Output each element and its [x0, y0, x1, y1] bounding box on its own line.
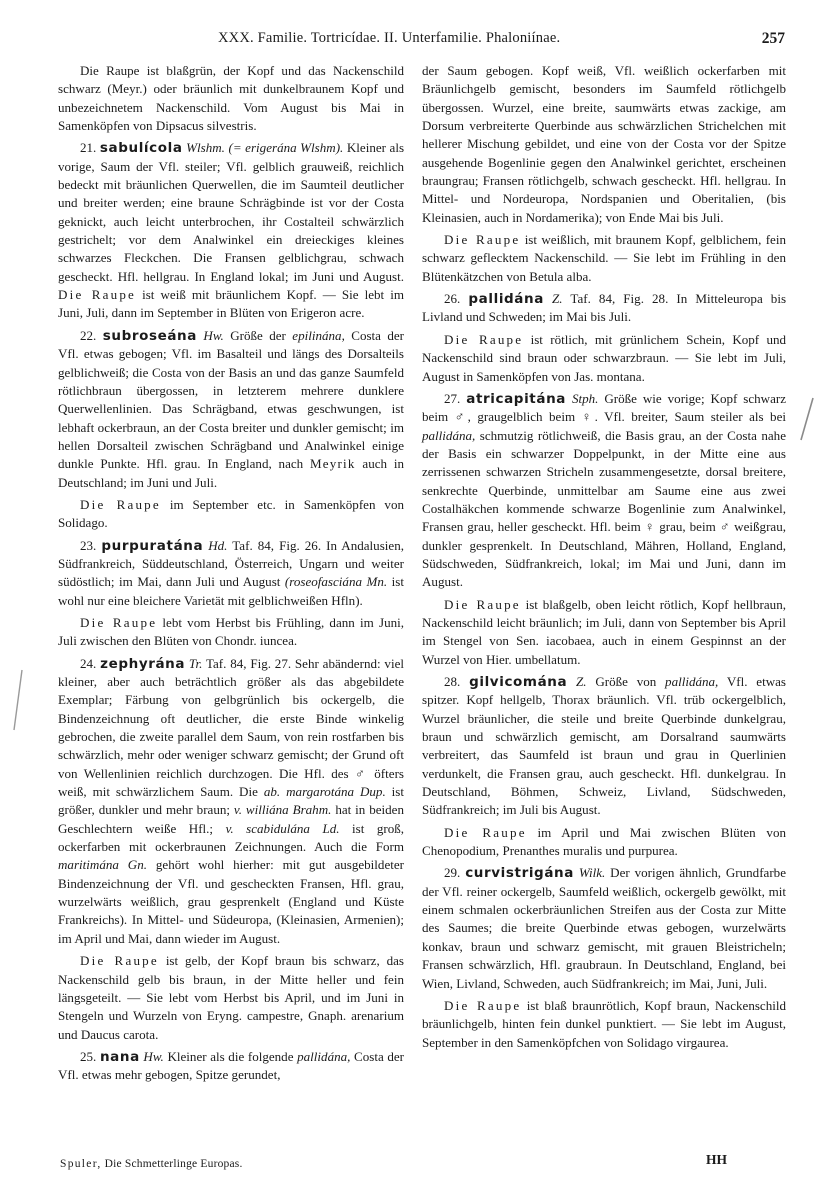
- raupe-text: im April und Mai zwischen Blüten von Chenopodium, Prenanthes muralis und purpurea.: [422, 824, 787, 859]
- species-number: 24.: [80, 655, 97, 671]
- description-text: ist größer, dunkler und mehr braun;: [58, 784, 404, 818]
- species-number: 25.: [80, 1048, 97, 1064]
- description-text: Costa der Vfl. etwas gebogen; Vfl. im Basalteil und längs des Dorsalteils gelblichweiß; die Costa von der Basis an und das ganze Saumfeld rötlichbraun übergossen, in letzterem mehrere dunklere Querwellenlinien. Das Schrägband, etwas geschwungen, ist lebhaft ockerbraun, an der Costa breiter und dunkler gemischt; im hellen Dorsalteil zwischen Schrägband und Analwinkel einige dunkle Punkte. Hfl. grau. In England, nach: [58, 327, 405, 472]
- description-text: Taf. 84, Fig. 26. In Andalusien, Südfrankreich, Süddeutschland, Österreich, Ungarn und weiter südöstlich; im Mai, dann Juli und August: [58, 537, 404, 590]
- species-author: Hw.: [203, 327, 224, 343]
- species-number: 23.: [80, 537, 97, 553]
- paragraph-raupe-intro: [58, 62, 404, 135]
- left-column: [58, 62, 404, 1089]
- species-entry-25: [58, 1048, 404, 1085]
- header-title: XXX. Familie. Tortricídae. II. Unterfamilie. Phaloniínae.: [218, 30, 561, 46]
- species-name: purpuratána: [101, 537, 204, 554]
- raupe-text: lebt vom Herbst bis Frühling, dann im Juni, Juli zwischen den Blüten von Chondr. iuncea.: [58, 614, 405, 649]
- species-reference: pallidána,: [422, 427, 476, 443]
- species-reference: pallidána,: [665, 674, 719, 689]
- species-name: curvistrigána: [465, 865, 574, 882]
- description-text: ist wohl nur eine bleichere Varietät mit gelblichweißen Hfln).: [58, 574, 404, 608]
- species-name: atricapitána: [466, 390, 566, 407]
- raupe-text: ist blaß braunrötlich, Kopf braun, Nackenschild bräunlichgelb, hinten fein dunkel punktiert. — Sie lebt im August, September in den Samenköpfchen von Solidago virgaurea.: [422, 997, 787, 1050]
- page-number: 257: [761, 30, 785, 47]
- footer-citation: [60, 1158, 243, 1170]
- description-text: auch in Deutschland; im Juni und Juli.: [58, 456, 405, 490]
- species-name: pallidána: [468, 291, 544, 308]
- description-text: hat in beiden Geschlechtern weiße Hfl.;: [58, 802, 405, 836]
- raupe-paragraph-29: [422, 997, 786, 1052]
- paragraph-continued: [422, 62, 786, 227]
- species-name: gilvicomána: [469, 674, 568, 690]
- species-author: Wilk.: [578, 865, 606, 881]
- species-number: 27.: [444, 390, 461, 406]
- raupe-label: Die Raupe: [80, 953, 159, 969]
- raupe-text: ist blaßgelb, oben leicht rötlich, Kopf hellbraun, Nackenschild leicht bräunlich; im Juli, dann von September bis April im Stengel von Sen. iacobaea, auch in einem Gespinnst an der Wurzel von Hier. umbellatum.: [422, 596, 786, 667]
- description-text: Vfl. etwas spitzer. Kopf hellgelb, Thorax bräunlich. Vfl. trüb ockergelblich, Wurzel bräunlicher, die steile und breite Querbinde dunkelgrau, braun und schwärzlich gemischt, am Dorsalrand saumwärts verbreitert, das Saumfeld ist braun und grau in Querlinien verdunkelt, die Fransen grau, auch gescheckt. Hfl. dunkelgrau. In Deutschland, Böhmen, Schweiz, Livland, Südschweden, Südfrankreich; im Juli bis August.: [422, 674, 787, 818]
- species-author: Z.: [576, 674, 587, 689]
- species-author: Hd.: [208, 537, 228, 553]
- synonym: (= erigerána Wlshm).: [228, 140, 344, 156]
- raupe-label: Die Raupe: [444, 824, 527, 840]
- paragraph-text: der Saum gebogen. Kopf weiß, Vfl. weißlich ockerfarben mit Bräunlichgelb gemischt, besonders im Saumfeld rötlichgelb übergossen. Wurzel, eine breite, saumwärts etwas zackige, am Dorsum verbreiterte Querbinde aus schwärzlichen Strichelchen mit hellerer Mischung gebildet, und eine von der Costa vor der Spitze ausgehende Bogenlinie gegen den Analwinkel gerichtet, erscheinen braungrau; Fransen rötlichgelb, schwach gescheckt. Hfl. hellgrau. In Mittel- und Nordeuropa, Nordspanien und Oberitalien, (bis Kleinasien, auch in Nordamerika); von Ende Mai bis Juli.: [422, 63, 786, 225]
- raupe-paragraph-28: [422, 824, 786, 861]
- raupe-label: Die Raupe: [444, 596, 521, 612]
- variety-name: v. williána Brahm.: [233, 802, 332, 818]
- raupe-paragraph-24: [58, 952, 404, 1044]
- raupe-paragraph-22: [58, 496, 404, 533]
- description-text: Der vorigen ähnlich, Grundfarbe der Vfl. reiner ockergelb, Saumfeld weißlich, ockergelb gewölkt, mit einem schmalen ockerbräunlichen Streifen aus der Costa zur Mitte des Saumes; die breite Querbinde etwas gebogen, wurzelwärts konkav, braun und schwarz gemischt, mit grauen Bleistricheln; Fransen schwärzlich, Hfl. graubraun. In Deutschland, England, bei Wien, Livland, Schweden, auch Südfrankreich; im Mai, Juni, Juli.: [422, 865, 786, 991]
- raupe-label: Die Raupe: [444, 997, 522, 1013]
- description-text: Größe wie vorige; Kopf schwarz beim ♂, graugelblich beim ♀. Vfl. breiter, Saum steiler als bei: [422, 390, 787, 425]
- author-name-spaced: Meyrik: [310, 456, 356, 472]
- species-number: 22.: [80, 327, 97, 343]
- species-author: Tr.: [188, 655, 203, 671]
- species-entry-22: [58, 327, 404, 492]
- species-number: 28.: [444, 674, 461, 689]
- species-name: sabulícola: [99, 140, 183, 157]
- species-name: zephyrána: [100, 655, 186, 672]
- raupe-paragraph-26: [422, 331, 786, 386]
- raupe-text: ist rötlich, mit grünlichem Schein, Kopf und Nackenschild sind braun oder schwarzbraun. — Sie lebt im Juli, August in Samenköpfen von Jas. montana.: [422, 331, 787, 384]
- footer-book-title: Die Schmetterlinge Europas.: [104, 1158, 243, 1170]
- raupe-text: im September etc. in Samenköpfen von Solidago.: [58, 496, 404, 531]
- variety-name: v. scabidulána Ld.: [225, 820, 340, 836]
- raupe-paragraph-27: [422, 596, 786, 669]
- description-text: Größe der: [230, 327, 286, 343]
- form-name: maritimána Gn.: [58, 857, 147, 873]
- species-number: 21.: [80, 140, 97, 156]
- species-entry-27: [422, 390, 786, 592]
- species-entry-24: [58, 655, 404, 949]
- signature-mark: HH: [706, 1152, 728, 1167]
- species-reference: epilinána,: [292, 327, 345, 343]
- description-text: Kleiner als vorige, Saum der Vfl. steiler; Vfl. gelblich grauweiß, reichlich bedeckt mit bräunlichen Querwellen, die im Saumteil deutlicher und breiter werden; eine braune Schrägbinde ist vor der Costa geknickt, auch leicht unterbrochen, ihr Costalteil schwärzlich gestrichelt; vor dem Analwinkel ein dreieckiges kleines schwarzes Fleckchen. Die Fransen gelblichgrau, schwach gescheckt. Hfl. hellgrau. In England lokal; im Juni und August.: [58, 140, 405, 284]
- raupe-label: Die Raupe: [58, 287, 137, 303]
- description-text: Costa der Vfl. etwas mehr gebogen, Spitze gerundet,: [58, 1048, 405, 1083]
- paragraph-text: Die Raupe ist blaßgrün, der Kopf und das Nackenschild schwarz (Meyr.) oder bräunlich mit dunkelbraunem Kopf und unbezeichnetem Nackenschild. Vom August bis Mai in Samenköpfen von Dipsacus silvestris.: [58, 63, 404, 134]
- description-text: Taf. 84, Fig. 27. Sehr abändernd: viel kleiner, aber auch beträchtlich größer als das abgebildete Exemplar; Färbung von gelbgrünlich bis ockergelb, die Bindenzeichnung oft deutlicher, die erste Binde winkelig gebrochen, die zweite parallel dem Saum, von rein rostfarben bis schwärzlich, mehr oder weniger schwarz gemischt; der Grund oft von Wellenlinien reichlich durchzogen. Die Hfl. des ♂ öfters weiß, mit schwärzlichem Saum. Die: [58, 655, 404, 800]
- raupe-label: Die Raupe: [80, 496, 161, 512]
- raupe-label: Die Raupe: [444, 232, 521, 248]
- aberration-name: ab. margarotána Dup.: [263, 784, 386, 800]
- species-entry-29: [422, 864, 786, 992]
- species-author: Hw.: [143, 1048, 164, 1064]
- species-name: subroseána: [102, 327, 197, 344]
- raupe-paragraph-23: [58, 614, 404, 651]
- species-entry-28: [422, 673, 786, 820]
- description-text: Taf. 84, Fig. 28. In Mitteleuropa bis Livland und Schweden; im Mai bis Juli.: [422, 291, 787, 325]
- running-header: [60, 30, 785, 54]
- species-name: nana: [99, 1048, 140, 1065]
- footer-author: Spuler,: [60, 1158, 102, 1170]
- description-text: Größe von: [595, 674, 657, 689]
- description-text: schmutzig rötlichweiß, die Basis grau, an der Costa nahe der Basis ein schwarzer Doppelpunkt, in der Mitte eine aus zerrissenen schwarzen Stricheln zusammengesetzte, dorsal breitere, senkrechte Querbinde, unmittelbar am Saume eine aus zwei Costalhäkchen kommende schwarze Bogenlinie zum Analwinkel, Fransen grau, heller gescheckt. Hfl. beim ♀ grau, beim ♂ weißgrau, dunkler gesprenkelt. In Deutschland, Mähren, Holland, England, Südschweden, Südfrankreich, lokal; im Mai und Juni, dann im August.: [422, 427, 786, 590]
- species-number: 26.: [444, 291, 461, 307]
- raupe-text: ist weißlich, mit braunem Kopf, gelblichem, fein schwarz geflecktem Nackenschild. — Sie lebt im Frühling in den Blütenkätzchen von Betula alba.: [422, 232, 786, 284]
- pencil-mark-icon: [0, 660, 40, 740]
- species-entry-26: [422, 290, 786, 327]
- description-text: ist groß, ockerfarben mit ockerbraunen Zeichnungen. Auch die Form: [58, 820, 405, 855]
- species-reference: pallidána,: [297, 1048, 351, 1064]
- synonym: (roseofasciána Mn.: [284, 574, 388, 590]
- description-text: gehört wohl hierher: mit gut ausgebildeter Bindenzeichnung der Vfl. und gescheckten Fransen, Hfl. grau, wurzelwärts weißlich, grau gesprenkelt (England und Küste Frankreichs). In Mittel- und Südeuropa, (Kleinasien, Armenien); im April und Mai, dann wieder im August.: [58, 857, 404, 946]
- species-author: Z.: [552, 291, 563, 307]
- raupe-label: Die Raupe: [80, 614, 158, 630]
- right-column: [422, 62, 786, 1056]
- species-number: 29.: [444, 865, 461, 881]
- raupe-paragraph-25: [422, 231, 786, 286]
- raupe-text: ist weiß mit bräunlichem Kopf. — Sie lebt im Juni, Juli, dann im September in Blüten von Erigeron acre.: [58, 287, 404, 321]
- species-entry-23: [58, 537, 404, 610]
- species-author: Stph.: [571, 390, 599, 406]
- species-author: Wlshm.: [186, 140, 225, 156]
- pencil-mark-icon: [789, 390, 819, 450]
- raupe-text: ist gelb, der Kopf braun bis schwarz, das Nackenschild gelb bis braun, in der Mitte heller und fein längsgeteilt. — Sie lebt vom Herbst bis April, und im Juni in Stengeln und Wurzeln von Eryng. campestre, Gnaph. arenarium und Daucus carota.: [58, 953, 405, 1042]
- species-entry-21: [58, 139, 404, 322]
- description-text: Kleiner als die folgende: [167, 1048, 294, 1064]
- raupe-label: Die Raupe: [444, 331, 524, 347]
